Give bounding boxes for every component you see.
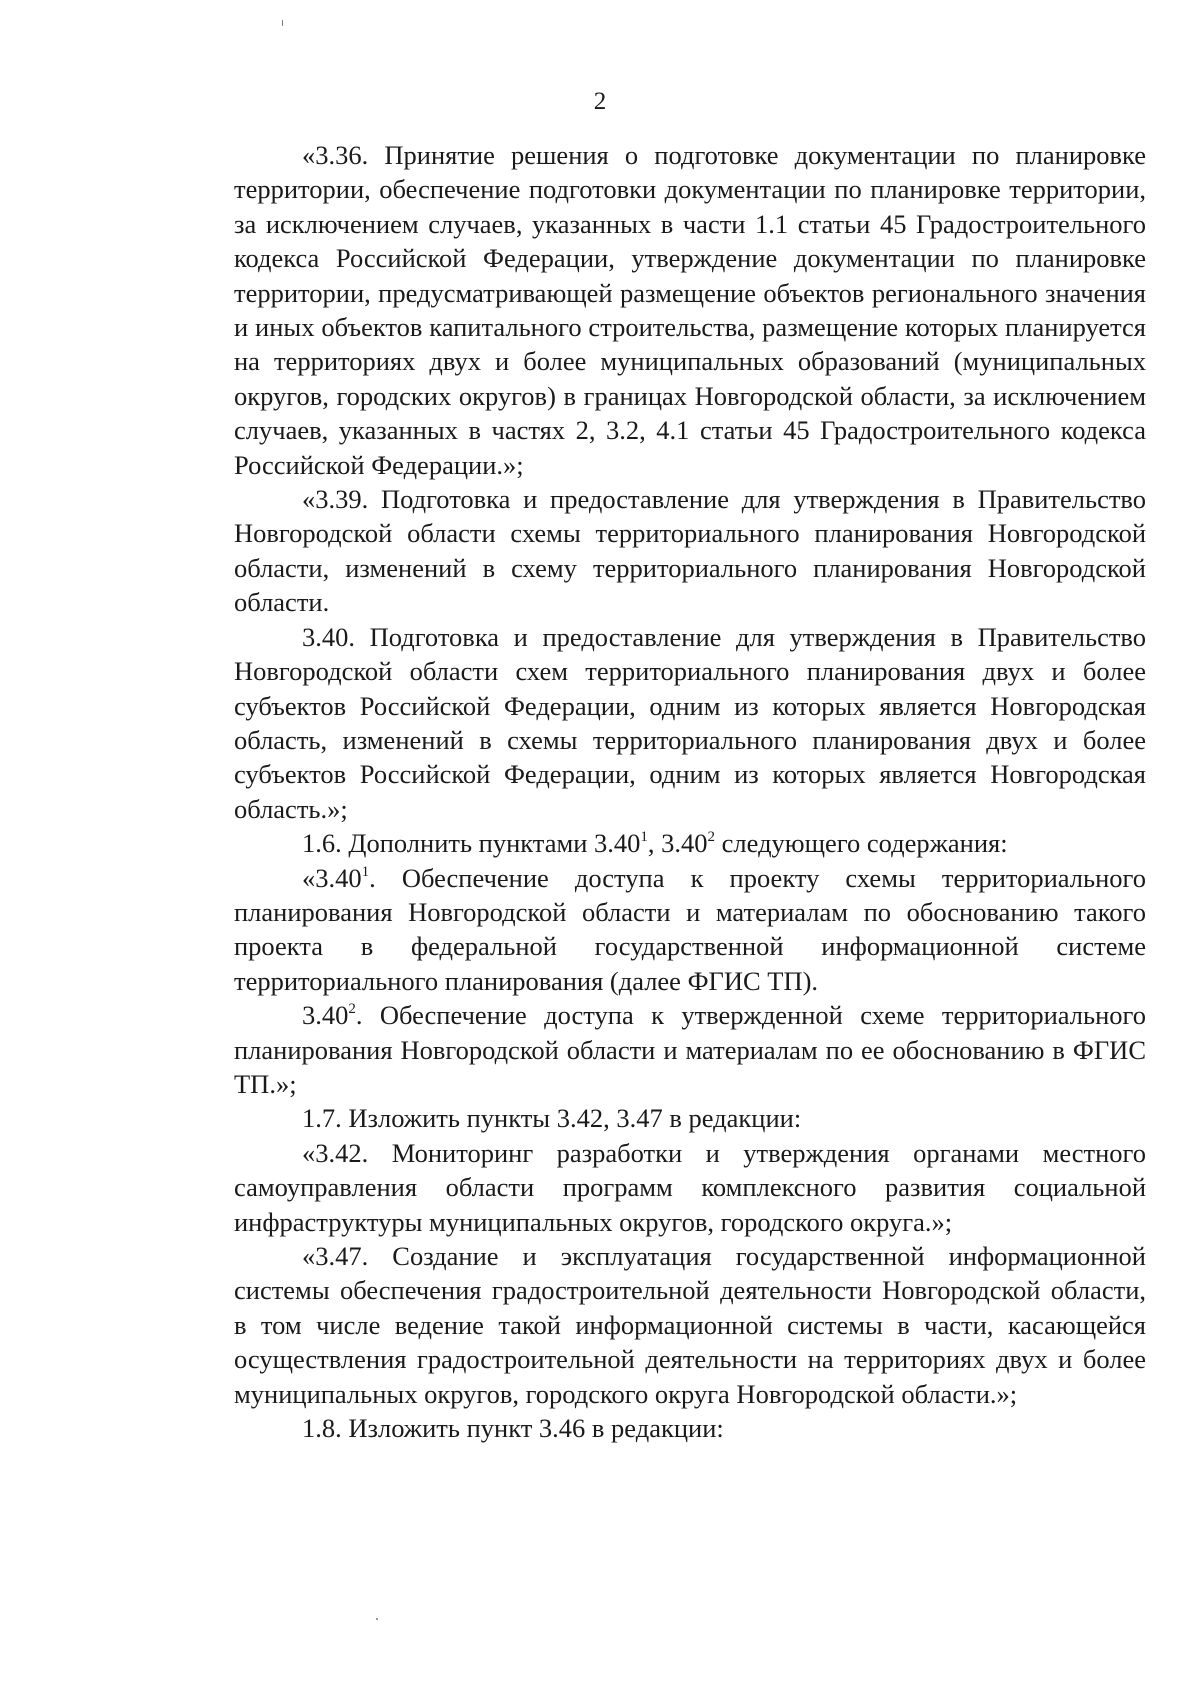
text-run: «3.40 [302, 862, 362, 893]
superscript: 2 [707, 829, 716, 846]
scan-speck [282, 20, 283, 26]
scan-speck [376, 1618, 378, 1620]
paragraph-3-40: 3.40. Подготовка и предоставление для утверждения в Правительство Новгородской области схем территориального планирования двух и более субъектов Российской Федерации, одним из которых является Новгородская область, изменений в схемы территориального планирования двух и более субъектов Российской Федерации, одним из которых является Новгородская область.»; [234, 621, 1146, 824]
text-run: . Обеспечение доступа к проекту схемы территориального планирования Новгородской области и материалам по обоснованию такого проекта в федеральной государственной информационной системе территориального планирования (далее ФГИС ТП). [234, 862, 1146, 996]
text-run: следующего содержания: [715, 828, 1008, 859]
superscript: 2 [348, 1001, 356, 1018]
text-run: 1.6. Дополнить пунктами 3.40 [302, 828, 641, 859]
paragraph-1-8: 1.8. Изложить пункт 3.46 в редакции: [302, 1413, 724, 1444]
paragraph-3-36: «3.36. Принятие решения о подготовке документации по планировке территории, обеспечение подготовки документации по планировке территории, за исключением случаев, указанных в части 1.1 статьи 45 Градостроительного кодекса Российской Федерации, утверждение документации по планировке территории, предусматривающей размещение объектов регионального значения и иных объектов капитального строительства, размещение которых планируется на территориях двух и более муниципальных образований (муниципальных округов, городских округов) в границах Новгородской области, за исключением случаев, указанных в частях 2, 3.2, 4.1 статьи 45 Градостроительного кодекса Российской Федерации.»; [234, 140, 1146, 480]
superscript: 1 [640, 829, 648, 846]
text-run: , 3.40 [647, 828, 708, 859]
paragraph-3-47: «3.47. Создание и эксплуатация государственной информационной системы обеспечения градостроительной деятельности Новгородской области, в том числе ведение такой информационной системы в части, касающейся осуществления градостроительной деятельности на территориях двух и более муниципальных округов, городского округа Новгородской области.»; [234, 1241, 1146, 1409]
paragraph-1-7: 1.7. Изложить пункты 3.42, 3.47 в редакции: [302, 1103, 802, 1134]
document-body [234, 138, 1146, 1445]
superscript: 1 [361, 863, 370, 880]
paragraph-3-40-1 [234, 861, 1146, 999]
page-number: 2 [593, 88, 607, 115]
paragraph-3-40-2 [234, 998, 1146, 1101]
paragraph-3-39: «3.39. Подготовка и предоставление для утверждения в Правительство Новгородской области схемы территориального планирования Новгородской области, изменений в схему территориального планирования Новгородской области. [234, 484, 1146, 618]
paragraph-1-6 [234, 826, 1146, 860]
text-run: 3.40 [302, 1000, 349, 1031]
paragraph-3-42: «3.42. Мониторинг разработки и утверждения органами местного самоуправления области программ комплексного развития социальной инфраструктуры муниципальных округов, городского округа.»; [234, 1137, 1146, 1237]
text-run: . Обеспечение доступа к утвержденной схеме территориального планирования Новгородской области и материалам по ее обоснованию в ФГИС ТП.»; [234, 1000, 1146, 1099]
